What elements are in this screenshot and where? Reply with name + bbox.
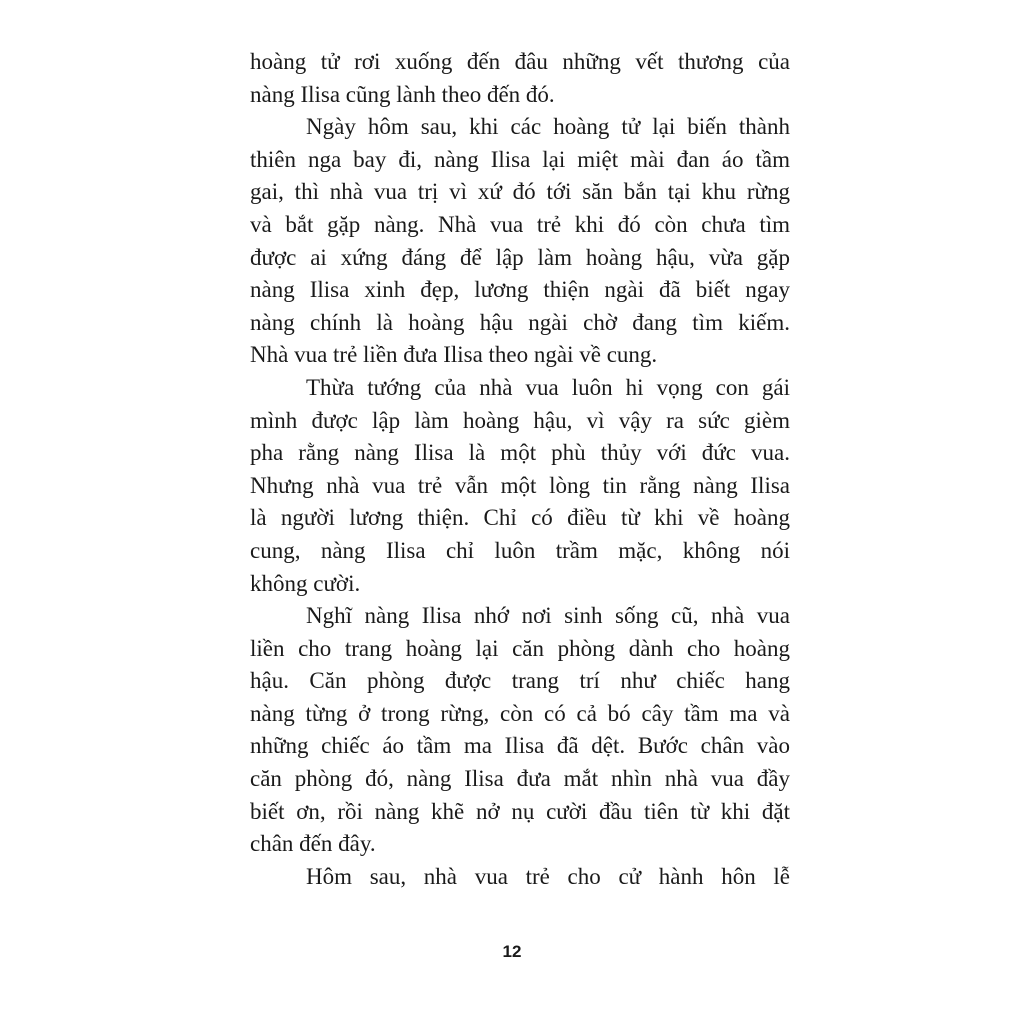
text-line: căn phòng đó, nàng Ilisa đưa mắt nhìn nhà vua đầy <box>250 766 790 792</box>
text-line: mình được lập làm hoàng hậu, vì vậy ra sức gièm <box>250 407 790 433</box>
text-line: là người lương thiện. Chỉ có điều từ khi về hoàng <box>250 505 790 531</box>
text-line: Hôm sau, nhà vua trẻ cho cử hành hôn lễ <box>306 863 790 889</box>
page-number: 12 <box>502 942 522 961</box>
text-line: những chiếc áo tầm ma Ilisa đã dệt. Bước chân vào <box>250 733 790 759</box>
text-line: nàng từng ở trong rừng, còn có cả bó cây tầm ma và <box>250 700 790 726</box>
paragraph <box>250 600 790 861</box>
text-line: biết ơn, rồi nàng khẽ nở nụ cười đầu tiên từ khi đặt <box>250 798 790 824</box>
text-line: Thừa tướng của nhà vua luôn hi vọng con gái <box>306 374 790 400</box>
text-line: nàng chính là hoàng hậu ngài chờ đang tìm kiếm. <box>250 309 790 335</box>
text-line: chân đến đây. <box>250 831 376 857</box>
text-line: cung, nàng Ilisa chỉ luôn trầm mặc, không nói <box>250 537 790 563</box>
text-line: và bắt gặp nàng. Nhà vua trẻ khi đó còn chưa tìm <box>250 211 790 237</box>
text-line: Nghĩ nàng Ilisa nhớ nơi sinh sống cũ, nhà vua <box>306 603 790 629</box>
text-line: Ngày hôm sau, khi các hoàng tử lại biến thành <box>306 114 790 140</box>
text-line: thiên nga bay đi, nàng Ilisa lại miệt mài đan áo tầm <box>250 146 790 172</box>
paragraph <box>250 111 790 372</box>
text-line: pha rằng nàng Ilisa là một phù thủy với đức vua. <box>250 440 790 466</box>
text-line: Nhưng nhà vua trẻ vẫn một lòng tin rằng nàng Ilisa <box>250 472 790 498</box>
text-line: hoàng tử rơi xuống đến đâu những vết thương của <box>250 49 790 74</box>
text-line: hậu. Căn phòng được trang trí như chiếc hang <box>250 668 790 694</box>
text-line: nàng Ilisa xinh đẹp, lương thiện ngài đã biết ngay <box>250 277 790 303</box>
text-line: Nhà vua trẻ liền đưa Ilisa theo ngài về cung. <box>250 342 658 368</box>
paragraph <box>250 372 790 600</box>
text-line: không cười. <box>250 570 361 596</box>
text-line: gai, thì nhà vua trị vì xứ đó tới săn bắn tại khu rừng <box>250 179 790 205</box>
text-line: liền cho trang hoàng lại căn phòng dành cho hoàng <box>250 635 790 661</box>
text-line: nàng Ilisa cũng lành theo đến đó. <box>250 81 555 107</box>
page-body-text <box>250 46 790 893</box>
paragraph <box>250 861 790 894</box>
paragraph <box>250 46 790 111</box>
text-line: được ai xứng đáng để lập làm hoàng hậu, vừa gặp <box>250 244 790 270</box>
